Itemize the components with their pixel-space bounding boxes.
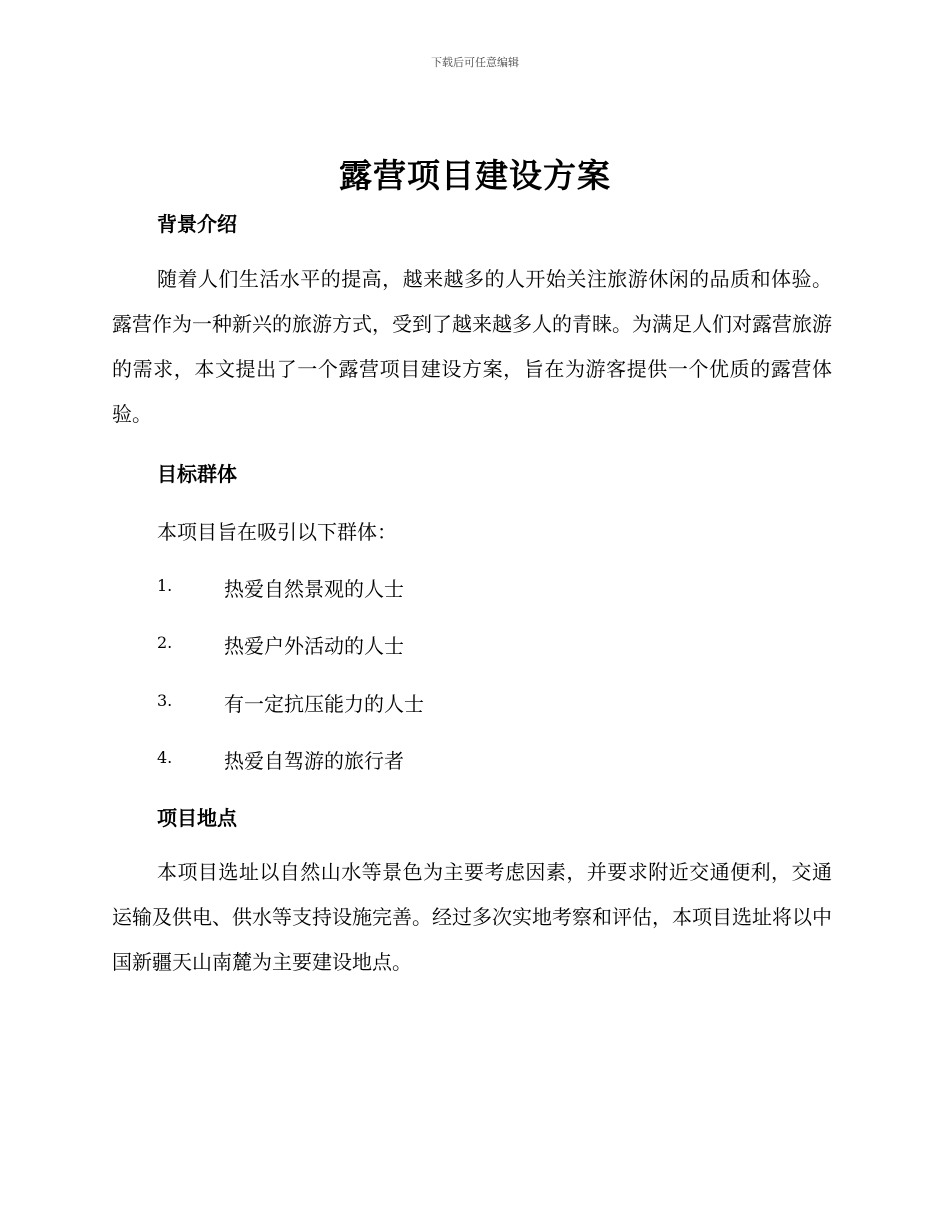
target-intro: 本项目旨在吸引以下群体： [157, 520, 397, 544]
list-item-number: 3. [157, 691, 173, 710]
list-item-text: 热爱自驾游的旅行者 [224, 749, 404, 773]
section-heading-background: 背景介绍 [157, 212, 237, 236]
location-paragraph: 本项目选址以自然山水等景色为主要考虑因素，并要求附近交通便利，交通运输及供电、供水等支持设施完善。经过多次实地考察和评估，本项目选址将以中国新疆天山南麓为主要建设地点。 [112, 860, 832, 974]
background-paragraph: 随着人们生活水平的提高，越来越多的人开始关注旅游休闲的品质和体验。露营作为一种新兴的旅游方式，受到了越来越多人的青睐。为满足人们对露营旅游的需求，本文提出了一个露营项目建设方案，旨在为游客提供一个优质的露营体验。 [112, 267, 832, 426]
list-item-number: 4. [157, 748, 173, 767]
list-item-text: 有一定抗压能力的人士 [224, 692, 424, 716]
section-heading-target: 目标群体 [157, 462, 237, 486]
page-header-note: 下载后可任意编辑 [431, 56, 519, 69]
list-item-number: 1. [157, 576, 173, 595]
list-item-text: 热爱自然景观的人士 [224, 577, 404, 601]
list-item-text: 热爱户外活动的人士 [224, 634, 404, 658]
list-item-number: 2. [157, 633, 173, 652]
document-title: 露营项目建设方案 [339, 156, 611, 195]
section-heading-location: 项目地点 [157, 806, 237, 830]
